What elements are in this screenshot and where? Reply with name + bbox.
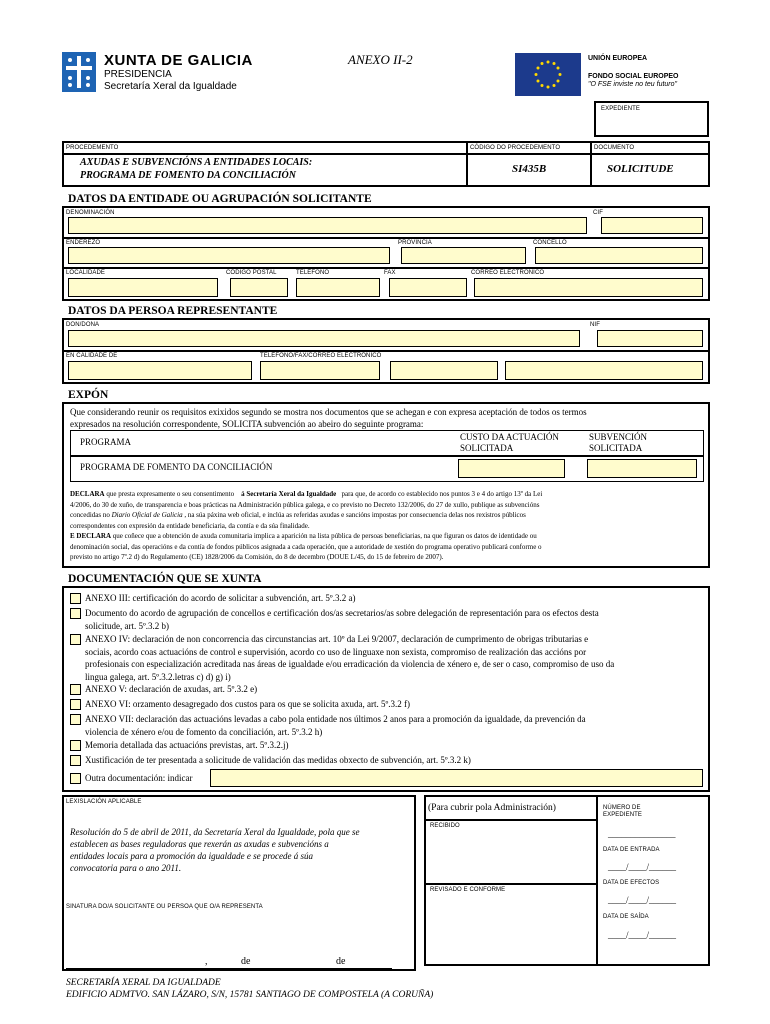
xunta-logo [62, 52, 96, 92]
sinatura-area[interactable] [66, 912, 410, 952]
col-subv-2: SOLICITADA [589, 443, 643, 453]
num-exp-line[interactable]: _______________ [608, 829, 676, 839]
outra-field[interactable] [210, 769, 703, 787]
localidade-field[interactable] [68, 278, 218, 297]
codigo-postal-field[interactable] [230, 278, 288, 297]
cif-label: CIF [593, 210, 603, 216]
resolucion-text: Resolución do 5 de abril de 2011, da Secretaría Xeral da Igualdade, pola que se establecen as bases reguladoras que rexerán as axudas e subvencións a entidades locais para a promoción da igualdade e se procede á súa convocatoria para o ano 2011. [70, 827, 360, 873]
expediente-label: EXPEDIENTE [601, 106, 641, 112]
doc-checkbox-2[interactable] [70, 608, 81, 619]
secretaria-name: Secretaría Xeral da Igualdade [104, 81, 237, 92]
expon-text-2: expresados na resolución correspondente, SOLICITA subvención ao abeiro do seguinte programa: [70, 419, 424, 429]
num-exp-label-1: NÚMERO DE [603, 805, 641, 811]
procedure-code: SI435B [512, 163, 547, 175]
col-programa: PROGRAMA [80, 437, 132, 447]
col-custo-1: CUSTO DA ACTUACIÓN [460, 432, 559, 442]
telefono-field[interactable] [296, 278, 380, 297]
programa-table-hline [70, 455, 704, 457]
doc-item-line: Xustificación de ter presentada a solicitude de validación das medidas obxecto de subvención, art. 5º.3.2 k) [85, 755, 471, 765]
doc-item-3 [85, 633, 705, 683]
fse-motto: "O FSE inviste no teu futuro" [588, 81, 678, 88]
doc-item-4 [85, 683, 705, 696]
documento-label: DOCUMENTO [594, 145, 635, 151]
fax-label: FAX [384, 270, 396, 276]
admin-vline [596, 795, 598, 966]
calidade-field[interactable] [68, 361, 252, 380]
doc-item-5 [85, 698, 705, 711]
doc-item-line: ANEXO VI: orzamento desagregado dos custos para os que se solicita axuda, art. 5º.3.2 f) [85, 699, 411, 709]
doc-item-line: ANEXO VII: declaración das actuacións levadas a cabo pola entidade nos últimos 2 anos para a promoción da igualdade, da prevención da [85, 714, 586, 724]
programa-row-label: PROGRAMA DE FOMENTO DA CONCILIACIÓN [80, 462, 273, 472]
doc-checkbox-8[interactable] [70, 755, 81, 766]
entidade-hline-2 [62, 267, 710, 269]
doc-item-line: ANEXO V: declaración de axudas, art. 5º.3.2 e) [85, 684, 258, 694]
procedure-hline [62, 153, 710, 155]
documentacion-section-title: DOCUMENTACIÓN QUE SE XUNTA [68, 573, 262, 585]
presidencia: PRESIDENCIA [104, 69, 172, 80]
doc-checkbox-6[interactable] [70, 714, 81, 725]
procedure-divider-2 [590, 141, 592, 187]
doc-item-1 [85, 592, 705, 605]
denominacion-label: DENOMINACIÓN [66, 210, 115, 216]
data-saida-label: DATA DE SAÍDA [603, 914, 649, 920]
doc-item-8 [85, 754, 705, 767]
procedure-title-1: AXUDAS E SUBVENCIÓNS A ENTIDADES LOCAIS: [80, 157, 313, 168]
nif-label: NIF [590, 322, 600, 328]
eu-title: UNIÓN EUROPEA [588, 55, 648, 62]
data-efectos-line[interactable]: ____/____/______ [608, 895, 677, 905]
doc-item-line: lingua galega, art. 5º.3.2.letras c) d) g) i) [85, 671, 231, 682]
doc-checkbox-4[interactable] [70, 684, 81, 695]
cif-field[interactable] [601, 217, 703, 234]
doc-item-7 [85, 739, 705, 752]
num-exp-label-2: EXPEDIENTE [603, 812, 643, 818]
revisado-label: REVISADO E CONFORME [430, 887, 506, 893]
enderezo-field[interactable] [68, 247, 390, 264]
procedemento-label: PROCEDEMENTO [66, 145, 119, 151]
outra-checkbox[interactable] [70, 773, 81, 784]
entidade-hline-1 [62, 237, 710, 239]
fax-field[interactable] [389, 278, 467, 297]
procedure-document: SOLICITUDE [607, 163, 674, 175]
admin-hline-2 [424, 883, 596, 885]
sign-comma: , [205, 956, 208, 967]
correo-field[interactable] [474, 278, 703, 297]
codigo-postal-label: CÓDIGO POSTAL [226, 270, 277, 276]
declara-paragraph: DECLARA que presta expresamente o seu consentimento á Secretaría Xeral da Igualdade para que, de acordo co establecido nos puntos 3 e 4 do artigo 13º da Lei 4/2006, do 30 de xuño, de transparencia e boas prácticas na Administración pública galega, e co previsto no Decreto 132/2006, do 27 de xullo, publique as subvencións concedidas no Diario Oficial de Galicia , na súa páxina web oficial, e inclúa as referidas axudas e sancións impostas por consecuencia delas nos rexistros públicos correspondentes con expresión da entidade beneficiaria, da contía e da súa finalidade. E DECLARA que coñece que a obtención de axuda comunitaria implica a aparición na lista pública de persoas beneficiarias, na que figuran os datos de identidade ou denominación social, das operacións e da contía de fondos públicos asignada a cada operación, que a autoridade de xestión do programa operativo publicará conforme o previsto no artigo 7º.2 d) do Regulamento (CE) 1828/2006 da Comisión, do 8 de decembro (DOUE L/45, do 15 de febreiro de 2007). [70, 490, 543, 561]
persoa-hline [62, 350, 710, 352]
lexislacion-label: LEXISLACIÓN APLICABLE [66, 799, 142, 805]
codigo-label: CÓDIGO DO PROCEDEMENTO [470, 145, 561, 151]
doc-checkbox-1[interactable] [70, 593, 81, 604]
telefono-label: TELÉFONO [296, 270, 330, 276]
localidade-label: LOCALIDADE [66, 270, 106, 276]
data-entrada-label: DATA DE ENTRADA [603, 847, 660, 853]
dona-field[interactable] [68, 330, 580, 347]
doc-checkbox-5[interactable] [70, 699, 81, 710]
admin-title: (Para cubrir pola Administración) [428, 803, 556, 813]
sinatura-label: SINATURA DO/A SOLICITANTE OU PERSOA QUE O/A REPRESENTA [66, 904, 263, 910]
sign-de-1: de [241, 956, 251, 967]
expon-section-title: EXPÓN [68, 389, 109, 401]
nif-field[interactable] [597, 330, 703, 347]
data-efectos-label: DATA DE EFECTOS [603, 880, 660, 886]
entidade-section-title: DATOS DA ENTIDADE OU AGRUPACIÓN SOLICITANTE [68, 193, 372, 205]
footer-line-1: SECRETARÍA XERAL DA IGUALDADE [66, 978, 221, 988]
signature-line [66, 968, 392, 970]
footer-line-2: EDIFICIO ADMTVO. SAN LÁZARO, S/N, 15781 SANTIAGO DE COMPOSTELA (A CORUÑA) [66, 990, 434, 1000]
doc-item-line: Memoria detallada das actuacións previstas, art. 5º.3.2.j) [85, 740, 289, 750]
provincia-field[interactable] [401, 247, 526, 264]
data-saida-line[interactable]: ____/____/______ [608, 930, 677, 940]
correo-label: CORREO ELECTRÓNICO [471, 270, 545, 276]
calidade-label: EN CALIDADE DE [66, 353, 118, 359]
doc-item-line: violencia de xénero e/ou de fomento da conciliación, art. 5º.3.2 h) [85, 726, 323, 737]
fse-title: FONDO SOCIAL EUROPEO [588, 73, 679, 80]
procedure-title-2: PROGRAMA DE FOMENTO DA CONCILIACIÓN [80, 170, 296, 181]
doc-item-line: solicitude, art. 5º.3.2 b) [85, 620, 170, 631]
doc-item-6 [85, 713, 705, 738]
concello-field[interactable] [535, 247, 703, 264]
admin-hline-1 [424, 819, 596, 821]
doc-item-line: Documento do acordo de agrupación de concellos e certificación dos/as secretarios/as sobre delegación de representación para os efectos desta [85, 608, 599, 618]
subvencion-field[interactable] [587, 459, 697, 478]
persoa-fax-field[interactable] [390, 361, 498, 380]
procedure-divider-1 [466, 141, 468, 187]
persoa-telefono-label: TELÉFONO/FAX/CORREO ELECTRÓNICO [260, 353, 382, 359]
concello-label: CONCELLO [533, 240, 567, 246]
enderezo-label: ENDEREZO [66, 240, 101, 246]
provincia-label: PROVINCIA [398, 240, 432, 246]
persoa-correo-field[interactable] [505, 361, 703, 380]
custo-field[interactable] [458, 459, 565, 478]
col-custo-2: SOLICITADA [460, 443, 514, 453]
data-entrada-line[interactable]: ____/____/______ [608, 862, 677, 872]
sign-de-2: de [336, 956, 346, 967]
eu-stars-icon [515, 53, 581, 96]
doc-item-line: profesionais con especialización acreditada nas áreas de igualdade e/ou erradicación da violencia de xénero e, de ser o caso, compromiso de uso da [85, 659, 615, 669]
persoa-section-title: DATOS DA PERSOA REPRESENTANTE [68, 305, 278, 317]
xunta-title: XUNTA DE GALICIA [104, 52, 253, 69]
eu-flag [515, 53, 581, 96]
outra-label: Outra documentación: indicar [85, 773, 193, 783]
dona-label: DON/DONA [66, 322, 100, 328]
expon-text-1: Que considerando reunir os requisitos exixidos segundo se mostra nos documentos que se achegan e con expresa aceptación de todos os termos [70, 407, 587, 417]
denominacion-field[interactable] [68, 217, 587, 234]
doc-item-line: ANEXO IV: declaración de non concorrencia das circunstancias art. 10º da Lei 9/2007, declaración de cumprimento de obrigas tributarias e [85, 634, 589, 644]
doc-item-line: ANEXO III: certificación do acordo de solicitar a subvención, art. 5º.3.2 a) [85, 593, 356, 603]
doc-checkbox-3[interactable] [70, 634, 81, 645]
doc-item-2 [85, 607, 705, 632]
anexo-title: ANEXO II-2 [348, 52, 413, 67]
col-subv-1: SUBVENCIÓN [589, 432, 648, 442]
persoa-telefono-field[interactable] [260, 361, 380, 380]
doc-item-line: sociais, acordo coas actuacións de control e supervisión, acordo co uso de linguaxe non sexista, compromiso de realización das accións por [85, 646, 587, 657]
xunta-cross-icon [62, 52, 96, 92]
recibido-label: RECIBIDO [430, 823, 460, 829]
doc-checkbox-7[interactable] [70, 740, 81, 751]
